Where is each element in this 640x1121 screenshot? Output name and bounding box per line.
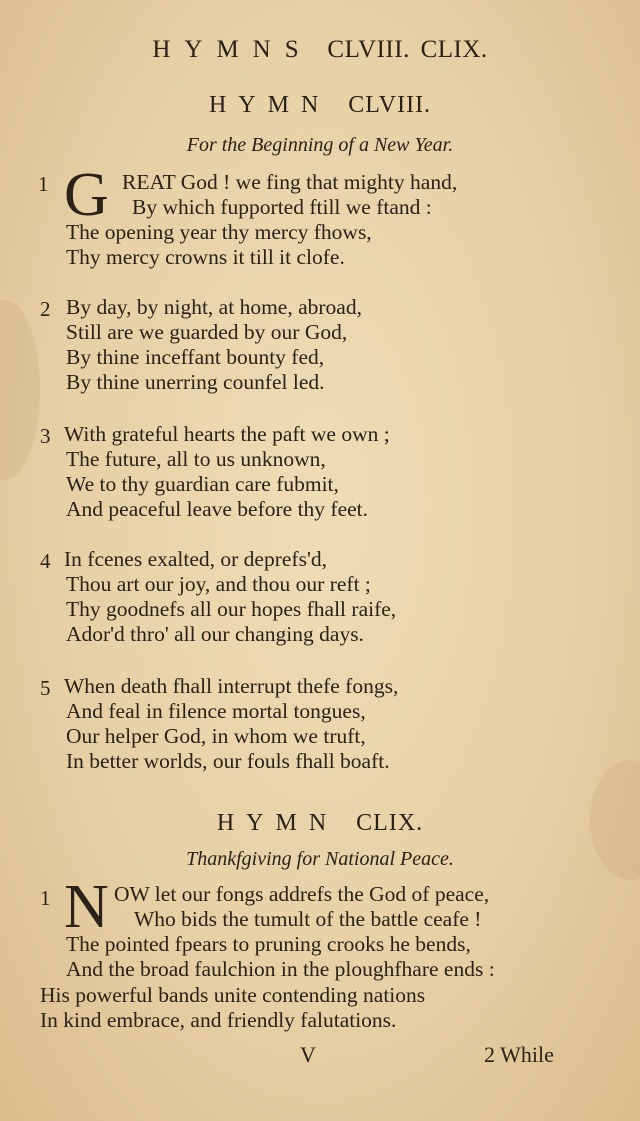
verse-line: Thy goodnefs all our hopes fhall raife, [66, 597, 397, 621]
running-head-numbers: CLVIII. CLIX. [327, 36, 488, 63]
verse-number: 5 [40, 676, 51, 700]
drop-cap: G [64, 161, 109, 229]
hymn-title-number: CLVIII. [348, 92, 432, 118]
signature-mark: V [300, 1042, 316, 1067]
verse-line: The opening year thy mercy fhows, [66, 220, 372, 244]
verse-line: Still are we guarded by our God, [66, 320, 348, 344]
verse-line: In fcenes exalted, or deprefs'd, [64, 547, 327, 571]
verse-number: 4 [40, 549, 51, 573]
running-head [0, 36, 640, 64]
verse-line: With grateful hearts the paft we own ; [64, 422, 390, 446]
verse-line: OW let our fongs addrefs the God of peace, [114, 882, 490, 906]
verse-line: In kind embrace, and friendly falutations. [40, 1008, 397, 1032]
verse-line: By day, by night, at home, abroad, [66, 295, 362, 319]
catchword: 2 While [484, 1042, 554, 1067]
verse-line: The future, all to us unknown, [66, 447, 326, 471]
verse-number: 1 [40, 886, 51, 910]
hymn-subtitle: Thankfgiving for National Peace. [186, 848, 454, 870]
hymn-subtitle: For the Beginning of a New Year. [186, 134, 454, 156]
running-head-hymns: HYMNS [152, 36, 313, 63]
hymn-title-word: HYMN [216, 810, 339, 836]
verse-line: REAT God ! we fing that mighty hand, [122, 170, 458, 194]
verse-line: The pointed fpears to pruning crooks he bends, [66, 932, 471, 956]
verse-number: 3 [40, 424, 51, 448]
verse-line: Thy mercy crowns it till it clofe. [66, 245, 345, 269]
verse-line: By thine inceffant bounty fed, [66, 345, 325, 369]
hymn-title [0, 810, 640, 837]
hymn-title-word: HYMN [208, 92, 331, 118]
verse-line: And feal in filence mortal tongues, [66, 699, 366, 723]
verse-number: 2 [40, 297, 51, 321]
verse-line: By which fupported ftill we ftand : [132, 195, 432, 219]
verse-line: His powerful bands unite contending nations [40, 983, 426, 1007]
verse-line: When death fhall interrupt thefe fongs, [64, 674, 399, 698]
verse-line: Ador'd thro' all our changing days. [66, 622, 364, 646]
page-stain [0, 300, 40, 480]
verse-line: And the broad faulchion in the ploughfhare ends : [66, 957, 495, 981]
verse-line: By thine unerring counfel led. [66, 370, 325, 394]
hymn-title [0, 92, 640, 119]
verse-line: Who bids the tumult of the battle ceafe ! [134, 907, 482, 931]
hymn-title-number: CLIX. [356, 810, 424, 836]
verse-line: In better worlds, our fouls fhall boaft. [66, 749, 390, 773]
verse-line: And peaceful leave before thy feet. [66, 497, 369, 521]
drop-cap: N [64, 873, 109, 941]
verse-line: Our helper God, in whom we truft, [66, 724, 366, 748]
verse-number: 1 [38, 172, 49, 196]
verse-line: Thou art our joy, and thou our reft ; [66, 572, 371, 596]
verse-line: We to thy guardian care fubmit, [66, 472, 339, 496]
